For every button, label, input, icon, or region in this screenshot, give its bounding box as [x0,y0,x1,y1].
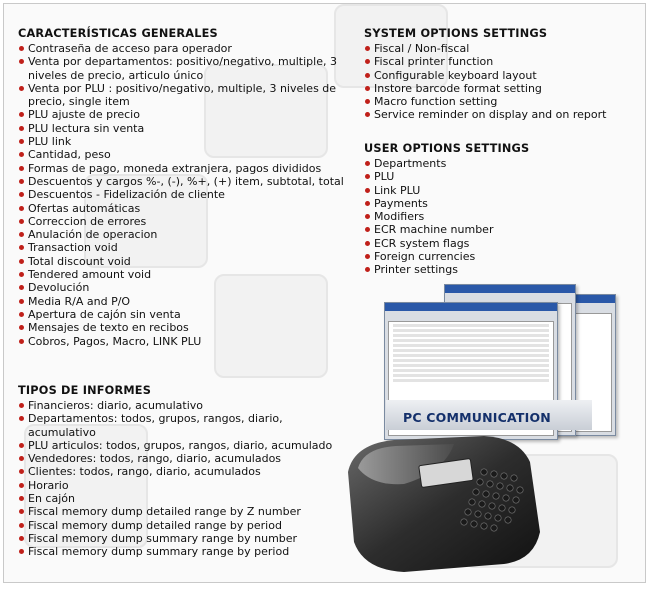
user-options-list [364,157,639,277]
list-item: Fiscal memory dump summary range by period [18,545,348,558]
list-item: Service reminder on display and on report [364,108,639,121]
list-item: Link PLU [364,184,639,197]
user-options-heading: USER OPTIONS SETTINGS [364,142,530,155]
list-item: Fiscal / Non-fiscal [364,42,639,55]
report-types-list [18,399,348,559]
list-item: Departments [364,157,639,170]
list-item: Ofertas automáticas [18,202,348,215]
system-options-list [364,42,639,122]
list-item: Printer settings [364,263,639,276]
list-item: Macro function setting [364,95,639,108]
list-item: Cobros, Pagos, Macro, LINK PLU [18,335,348,348]
system-options-section [364,27,639,122]
report-types-heading: TIPOS DE INFORMES [18,384,152,397]
list-item: Formas de pago, moneda extranjera, pagos divididos [18,162,348,175]
list-item: PLU link [18,135,348,148]
system-options-heading: SYSTEM OPTIONS SETTINGS [364,27,548,40]
list-item: Fiscal printer function [364,55,639,68]
list-item: Devolución [18,281,348,294]
pc-communication-caption: PC COMMUNICATION [403,410,551,425]
general-features-heading: CARACTERÍSTICAS GENERALES [18,27,218,40]
list-item: Fiscal memory dump summary range by number [18,532,348,545]
page-frame [3,3,646,583]
report-types-section [18,384,348,559]
list-item: Horario [18,479,348,492]
list-item: En cajón [18,492,348,505]
list-item: Modifiers [364,210,639,223]
list-item: Cantidad, peso [18,148,348,161]
list-item: Transaction void [18,241,348,254]
list-item: Mensajes de texto en recibos [18,321,348,334]
list-item: ECR system flags [364,237,639,250]
list-item: Total discount void [18,255,348,268]
list-item: Configurable keyboard layout [364,69,639,82]
list-item: Tendered amount void [18,268,348,281]
list-item: Apertura de cajón sin venta [18,308,348,321]
list-item: Instore barcode format setting [364,82,639,95]
list-item: PLU ajuste de precio [18,108,348,121]
cash-register-illustration [334,432,554,582]
list-item: Vendedores: todos, rango, diario, acumulados [18,452,348,465]
general-features-section [18,27,348,348]
list-item: Descuentos y cargos %-, (-), %+, (+) item, subtotal, total [18,175,348,188]
list-item: PLU articulos: todos, grupos, rangos, diario, acumulado [18,439,348,452]
list-item: ECR machine number [364,223,639,236]
general-features-list [18,42,348,348]
list-item: Foreign currencies [364,250,639,263]
list-item: PLU [364,170,639,183]
list-item: Media R/A and P/O [18,295,348,308]
list-item: Venta por PLU : positivo/negativo, multiple, 3 niveles de precio, single item [18,82,348,109]
list-item: Payments [364,197,639,210]
list-item: Fiscal memory dump detailed range by period [18,519,348,532]
list-item: PLU lectura sin venta [18,122,348,135]
user-options-section [364,142,639,277]
list-item: Venta por departamentos: positivo/negativo, multiple, 3 niveles de precio, articulo único [18,55,348,82]
list-item: Contraseña de acceso para operador [18,42,348,55]
list-item: Fiscal memory dump detailed range by Z number [18,505,348,518]
list-item: Anulación de operacion [18,228,348,241]
list-item: Clientes: todos, rango, diario, acumulados [18,465,348,478]
list-item: Descuentos - Fidelización de cliente [18,188,348,201]
list-item: Departamentos: todos, grupos, rangos, diario, acumulativo [18,412,348,439]
list-item: Financieros: diario, acumulativo [18,399,348,412]
list-item: Correccion de errores [18,215,348,228]
